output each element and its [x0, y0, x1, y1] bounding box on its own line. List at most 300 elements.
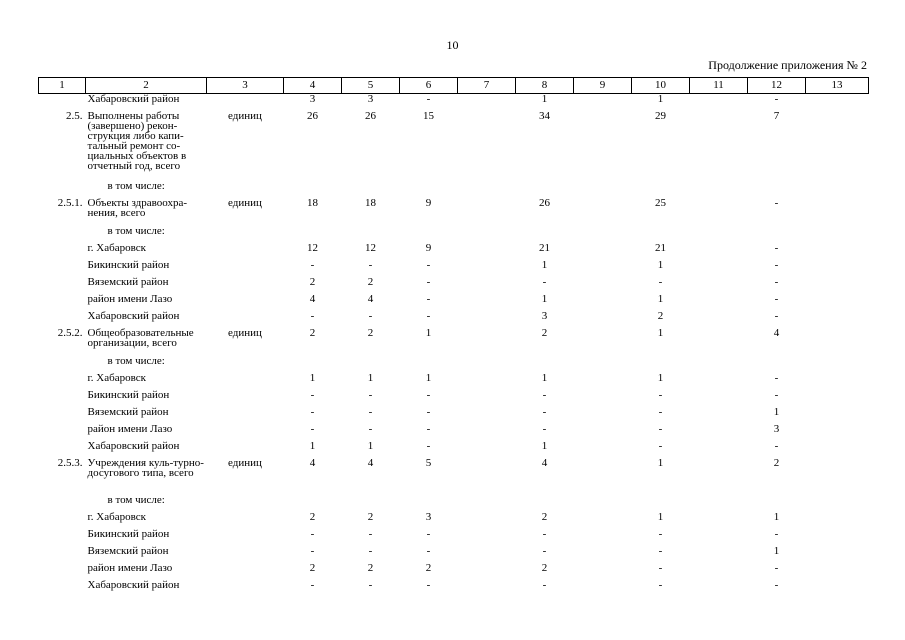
value-cell: -	[774, 562, 779, 574]
value-cell: 1	[773, 545, 780, 557]
value-cell	[574, 495, 632, 512]
value-cell	[690, 407, 748, 424]
value-cell	[458, 226, 516, 243]
unit-cell	[207, 226, 284, 243]
value-cell	[458, 356, 516, 373]
column-number-8: 8	[516, 78, 574, 94]
value-cell: -	[426, 276, 431, 288]
value-cell: 2	[309, 276, 316, 288]
value-cell: -	[658, 545, 663, 557]
value-cell: 4	[309, 293, 316, 305]
value-cell: -	[542, 423, 547, 435]
value-cell: -	[658, 440, 663, 452]
value-cell: 26	[365, 110, 376, 122]
value-cell: 4	[773, 327, 780, 339]
row-number-cell	[39, 580, 86, 597]
value-cell	[806, 277, 869, 294]
value-cell: 2	[309, 511, 316, 523]
row-number-cell	[39, 94, 86, 112]
value-cell	[458, 94, 516, 112]
value-cell	[690, 529, 748, 546]
value-cell	[574, 356, 632, 373]
table-row	[39, 563, 869, 580]
value-cell: -	[368, 545, 373, 557]
row-name-cell: район имени Лазо	[87, 562, 173, 574]
value-cell	[516, 356, 574, 373]
value-cell	[806, 198, 869, 226]
value-cell	[342, 495, 400, 512]
row-name-cell: Бикинский район	[87, 389, 170, 401]
row-number-cell: 2.5.3.	[57, 457, 83, 469]
value-cell	[690, 424, 748, 441]
value-cell: -	[426, 389, 431, 401]
value-cell: 1	[367, 372, 374, 384]
value-cell	[690, 111, 748, 181]
row-number-cell	[39, 311, 86, 328]
value-cell	[632, 226, 690, 243]
value-cell: 1	[541, 93, 548, 105]
value-cell	[690, 373, 748, 390]
value-cell	[632, 181, 690, 198]
value-cell	[458, 424, 516, 441]
unit-cell	[207, 580, 284, 597]
table-row	[39, 277, 869, 294]
value-cell: 9	[425, 197, 432, 209]
value-cell	[690, 328, 748, 356]
value-cell	[574, 563, 632, 580]
value-cell: -	[658, 579, 663, 591]
unit-cell	[207, 94, 284, 112]
value-cell	[806, 294, 869, 311]
value-cell: -	[426, 259, 431, 271]
value-cell: 25	[655, 197, 666, 209]
unit-cell	[207, 512, 284, 529]
row-name-cell: Вяземский район	[87, 406, 169, 418]
row-name-cell: Хабаровский район	[87, 579, 180, 591]
value-cell: -	[774, 440, 779, 452]
table-row	[39, 546, 869, 563]
value-cell: 1	[425, 372, 432, 384]
value-cell: -	[774, 276, 779, 288]
value-cell: 2	[541, 511, 548, 523]
row-number-cell	[39, 546, 86, 563]
value-cell: 7	[773, 110, 780, 122]
row-number-cell: 2.5.	[66, 110, 83, 122]
value-cell	[458, 441, 516, 458]
value-cell: 5	[425, 457, 432, 469]
value-cell: -	[310, 545, 315, 557]
value-cell: 1	[773, 406, 780, 418]
value-cell: -	[426, 93, 431, 105]
value-cell	[458, 243, 516, 260]
row-name-cell: Хабаровский район	[87, 310, 180, 322]
value-cell	[574, 260, 632, 277]
value-cell: -	[426, 579, 431, 591]
value-cell	[458, 277, 516, 294]
value-cell	[342, 356, 400, 373]
value-cell	[748, 356, 806, 373]
value-cell: -	[542, 406, 547, 418]
value-cell	[806, 424, 869, 441]
value-cell	[458, 181, 516, 198]
value-cell: -	[368, 423, 373, 435]
value-cell	[458, 294, 516, 311]
row-name-cell	[86, 226, 207, 243]
value-cell: -	[310, 389, 315, 401]
table-row	[39, 294, 869, 311]
row-number-cell	[39, 495, 86, 512]
value-cell: 29	[655, 110, 666, 122]
value-cell	[690, 226, 748, 243]
table-row	[39, 407, 869, 424]
value-cell: -	[310, 259, 315, 271]
value-cell	[806, 94, 869, 112]
unit-cell	[207, 373, 284, 390]
row-number-cell	[39, 373, 86, 390]
value-cell	[458, 260, 516, 277]
value-cell	[748, 226, 806, 243]
value-cell: -	[368, 389, 373, 401]
value-cell	[458, 458, 516, 495]
value-cell: 1	[309, 440, 316, 452]
value-cell	[690, 546, 748, 563]
row-number-cell	[39, 512, 86, 529]
column-number-11: 11	[690, 78, 748, 94]
value-cell	[806, 580, 869, 597]
value-cell: -	[658, 389, 663, 401]
table-row	[39, 529, 869, 546]
value-cell	[806, 441, 869, 458]
row-number-cell	[39, 181, 86, 198]
unit-cell	[207, 529, 284, 546]
value-cell	[574, 198, 632, 226]
value-cell: -	[774, 310, 779, 322]
value-cell: 3	[773, 423, 780, 435]
value-cell: 2	[541, 562, 548, 574]
value-cell	[400, 226, 458, 243]
value-cell	[806, 546, 869, 563]
unit-cell	[207, 277, 284, 294]
value-cell: -	[310, 579, 315, 591]
value-cell	[690, 495, 748, 512]
value-cell: 26	[539, 197, 550, 209]
value-cell: 2	[773, 457, 780, 469]
value-cell: 1	[657, 259, 664, 271]
value-cell	[690, 260, 748, 277]
value-cell	[748, 495, 806, 512]
value-cell	[748, 181, 806, 198]
value-cell	[342, 226, 400, 243]
value-cell: -	[774, 259, 779, 271]
table-row	[39, 512, 869, 529]
value-cell	[574, 181, 632, 198]
column-number-9: 9	[574, 78, 632, 94]
table-row	[39, 226, 869, 243]
value-cell: 2	[425, 562, 432, 574]
value-cell	[806, 512, 869, 529]
value-cell: 1	[657, 457, 664, 469]
value-cell	[690, 198, 748, 226]
subheading-text: в том числе:	[107, 355, 165, 367]
value-cell	[690, 94, 748, 112]
value-cell: -	[368, 259, 373, 271]
value-cell: 26	[307, 110, 318, 122]
row-number-cell	[39, 294, 86, 311]
value-cell: -	[774, 197, 779, 209]
value-cell	[284, 356, 342, 373]
table-row	[39, 94, 869, 112]
value-cell	[458, 373, 516, 390]
value-cell	[458, 529, 516, 546]
unit-cell	[207, 260, 284, 277]
unit-cell: единиц	[228, 197, 262, 209]
row-number-cell	[39, 563, 86, 580]
column-number-10: 10	[632, 78, 690, 94]
value-cell: 2	[367, 562, 374, 574]
value-cell: -	[658, 562, 663, 574]
value-cell	[690, 294, 748, 311]
value-cell: 4	[367, 457, 374, 469]
value-cell	[690, 441, 748, 458]
value-cell: -	[774, 579, 779, 591]
row-name-cell: г. Хабаровск	[87, 372, 146, 384]
table-row	[39, 441, 869, 458]
value-cell: -	[426, 528, 431, 540]
value-cell: 15	[423, 110, 434, 122]
value-cell	[806, 243, 869, 260]
value-cell	[400, 356, 458, 373]
table-row	[39, 458, 869, 495]
table-row	[39, 328, 869, 356]
value-cell: 2	[541, 327, 548, 339]
value-cell	[690, 390, 748, 407]
column-number-row	[39, 78, 869, 94]
row-name-cell: Хабаровский район	[87, 93, 180, 105]
value-cell: -	[658, 528, 663, 540]
value-cell	[458, 546, 516, 563]
continuation-caption: Продолжение приложения № 2	[708, 58, 867, 72]
table-row	[39, 260, 869, 277]
unit-cell	[207, 424, 284, 441]
value-cell	[574, 311, 632, 328]
row-name-cell: г. Хабаровск	[87, 242, 146, 254]
value-cell: -	[368, 310, 373, 322]
value-cell: -	[310, 423, 315, 435]
value-cell	[400, 181, 458, 198]
value-cell: -	[658, 423, 663, 435]
value-cell: -	[426, 545, 431, 557]
value-cell	[806, 407, 869, 424]
row-number-cell	[39, 356, 86, 373]
value-cell: -	[368, 579, 373, 591]
value-cell: 1	[657, 511, 664, 523]
value-cell	[690, 311, 748, 328]
value-cell	[458, 407, 516, 424]
value-cell	[806, 226, 869, 243]
row-name-cell: Вяземский район	[87, 545, 169, 557]
value-cell	[806, 458, 869, 495]
table-row	[39, 580, 869, 597]
unit-cell	[207, 390, 284, 407]
column-number-5: 5	[342, 78, 400, 94]
value-cell	[574, 407, 632, 424]
value-cell	[690, 243, 748, 260]
value-cell: -	[774, 372, 779, 384]
value-cell	[458, 390, 516, 407]
value-cell: -	[542, 276, 547, 288]
table-header	[39, 78, 869, 94]
table-row	[39, 424, 869, 441]
row-number-cell	[39, 390, 86, 407]
value-cell: -	[658, 276, 663, 288]
subheading-text: в том числе:	[107, 494, 165, 506]
row-name-cell: Бикинский район	[87, 528, 170, 540]
value-cell: -	[774, 528, 779, 540]
row-name-cell: район имени Лазо	[87, 423, 173, 435]
row-name-cell: г. Хабаровск	[87, 511, 146, 523]
value-cell	[574, 390, 632, 407]
value-cell	[806, 356, 869, 373]
value-cell: 1	[657, 293, 664, 305]
table-row	[39, 198, 869, 226]
table-row	[39, 181, 869, 198]
value-cell: 4	[367, 293, 374, 305]
value-cell: 4	[541, 457, 548, 469]
value-cell	[574, 328, 632, 356]
row-number-cell	[39, 226, 86, 243]
value-cell	[574, 111, 632, 181]
row-number-cell	[39, 441, 86, 458]
value-cell	[690, 580, 748, 597]
value-cell: 1	[367, 440, 374, 452]
value-cell: -	[774, 389, 779, 401]
row-name-cell: Вяземский район	[87, 276, 169, 288]
value-cell: 18	[365, 197, 376, 209]
page-number: 10	[446, 38, 459, 52]
value-cell	[574, 458, 632, 495]
column-number-7: 7	[458, 78, 516, 94]
value-cell: -	[310, 406, 315, 418]
row-name-cell: район имени Лазо	[87, 293, 173, 305]
value-cell	[690, 356, 748, 373]
row-number-cell	[39, 529, 86, 546]
table-row	[39, 356, 869, 373]
value-cell	[458, 495, 516, 512]
value-cell: 1	[541, 440, 548, 452]
value-cell	[690, 277, 748, 294]
value-cell: 1	[773, 511, 780, 523]
value-cell	[806, 529, 869, 546]
value-cell: -	[426, 310, 431, 322]
value-cell	[690, 458, 748, 495]
row-name-cell	[86, 356, 207, 373]
value-cell: 9	[425, 242, 432, 254]
column-number-12: 12	[748, 78, 806, 94]
value-cell: 2	[367, 327, 374, 339]
value-cell: 1	[309, 372, 316, 384]
value-cell	[516, 495, 574, 512]
value-cell	[574, 94, 632, 112]
value-cell	[516, 226, 574, 243]
value-cell: -	[542, 545, 547, 557]
row-number-cell	[39, 424, 86, 441]
value-cell: 3	[309, 93, 316, 105]
column-number-2: 2	[86, 78, 207, 94]
value-cell: 1	[657, 93, 664, 105]
value-cell	[806, 328, 869, 356]
value-cell: -	[310, 310, 315, 322]
column-number-3: 3	[207, 78, 284, 94]
value-cell: -	[658, 406, 663, 418]
table-body	[39, 94, 869, 598]
data-table	[38, 77, 869, 597]
table-row	[39, 311, 869, 328]
value-cell	[574, 277, 632, 294]
value-cell	[400, 495, 458, 512]
value-cell: -	[542, 579, 547, 591]
value-cell: 3	[541, 310, 548, 322]
value-cell: -	[426, 440, 431, 452]
value-cell	[806, 495, 869, 512]
value-cell: 34	[539, 110, 550, 122]
value-cell: 2	[657, 310, 664, 322]
value-cell: -	[368, 528, 373, 540]
value-cell	[458, 580, 516, 597]
value-cell: 3	[367, 93, 374, 105]
value-cell	[458, 328, 516, 356]
value-cell: 3	[425, 511, 432, 523]
value-cell: 1	[425, 327, 432, 339]
value-cell	[574, 243, 632, 260]
value-cell: 1	[541, 293, 548, 305]
value-cell	[342, 181, 400, 198]
row-number-cell	[39, 277, 86, 294]
value-cell	[458, 512, 516, 529]
value-cell: 2	[309, 562, 316, 574]
value-cell: 1	[541, 372, 548, 384]
value-cell	[284, 181, 342, 198]
unit-cell	[207, 495, 284, 512]
value-cell: -	[774, 242, 779, 254]
row-number-cell: 2.5.2.	[57, 327, 83, 339]
unit-cell	[207, 311, 284, 328]
value-cell	[806, 111, 869, 181]
row-name-cell: Выполнены работы (завершено) рекон-струкция либо капи-тальный ремонт со-циальных объектов в отчетный год, всего	[87, 110, 187, 172]
value-cell	[690, 181, 748, 198]
value-cell	[516, 181, 574, 198]
value-cell: -	[426, 423, 431, 435]
row-name-cell: Учреждения куль-турно-досугового типа, всего	[87, 457, 204, 479]
value-cell	[690, 563, 748, 580]
value-cell: -	[310, 528, 315, 540]
unit-cell	[207, 563, 284, 580]
value-cell	[632, 356, 690, 373]
value-cell: 12	[307, 242, 318, 254]
unit-cell	[207, 181, 284, 198]
value-cell: 1	[657, 327, 664, 339]
value-cell	[458, 563, 516, 580]
value-cell	[806, 373, 869, 390]
table-row	[39, 390, 869, 407]
unit-cell	[207, 356, 284, 373]
value-cell	[458, 198, 516, 226]
unit-cell	[207, 243, 284, 260]
column-number-13: 13	[806, 78, 869, 94]
value-cell	[806, 563, 869, 580]
value-cell: 1	[541, 259, 548, 271]
row-name-cell: Хабаровский район	[87, 440, 180, 452]
value-cell	[574, 294, 632, 311]
